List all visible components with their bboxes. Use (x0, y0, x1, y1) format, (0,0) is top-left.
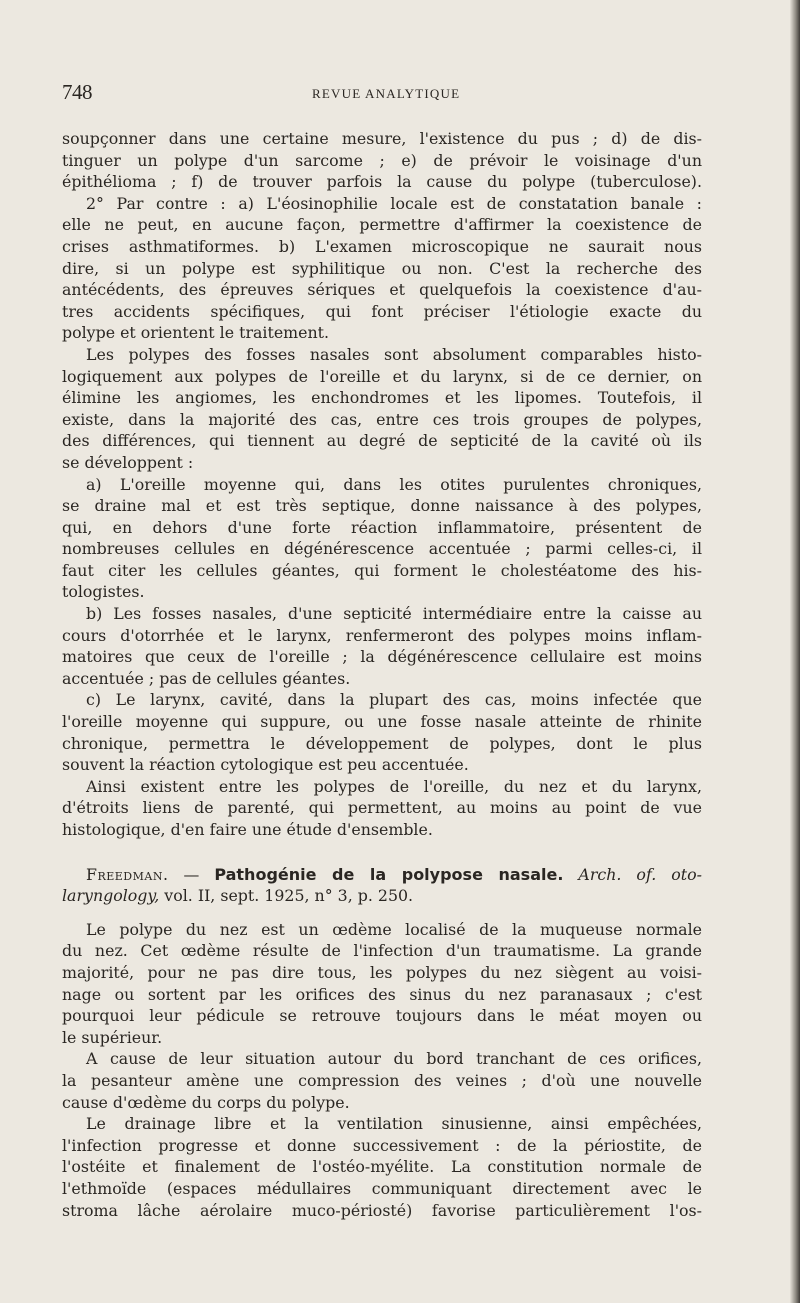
text-line: l'infection progresse et donne successivement : de la périostite, de (62, 1135, 702, 1155)
text-line: du nez. Cet œdème résulte de l'infection d'un traumatisme. La grande (62, 941, 702, 961)
text-line: 2° Par contre : a) L'éosinophilie locale est de constatation banale : (86, 193, 702, 213)
text-line: crises asthmatiformes. b) L'examen microscopique ne saurait nous (62, 236, 702, 256)
text-line: nage ou sortent par les orifices des sinus du nez paranasaux ; c'est (62, 984, 702, 1004)
article-citation: vol. II, sept. 1925, n° 3, p. 250. (164, 886, 414, 906)
text-line: elle ne peut, en aucune façon, permettre d'affirmer la coexistence de (62, 215, 702, 235)
text-line: Les polypes des fosses nasales sont absolument comparables histo- (86, 344, 702, 364)
text-line: faut citer les cellules géantes, qui forment le cholestéatome des his- (62, 560, 702, 580)
text-line: soupçonner dans une certaine mesure, l'existence du pus ; d) de dis- (62, 129, 702, 148)
text-line: élimine les angiomes, les enchondromes et les lipomes. Toutefois, il (62, 388, 702, 408)
page-number: 748 (62, 80, 92, 104)
text-line: histologique, d'en faire une étude d'ensemble. (62, 820, 433, 839)
text-line: pourquoi leur pédicule se retrouve toujours dans le méat moyen ou (62, 1006, 702, 1026)
page-header (62, 80, 702, 110)
article-header (62, 864, 702, 907)
text-line: l'ostéite et finalement de l'ostéo-myélite. La constitution normale de (62, 1157, 702, 1177)
section-gap (62, 907, 702, 919)
text-line: des différences, qui tiennent au degré de septicité de la cavité où ils (62, 431, 702, 451)
text-line: majorité, pour ne pas dire tous, les polypes du nez siègent au voisi- (62, 962, 702, 982)
section-gap (62, 841, 702, 864)
text-line: cause d'œdème du corps du polype. (62, 1092, 350, 1112)
text-line: d'étroits liens de parenté, qui permettent, au moins au point de vue (62, 798, 702, 818)
text-line: matoires que ceux de l'oreille ; la dégénérescence cellulaire est moins (62, 647, 702, 667)
text-line: souvent la réaction cytologique est peu accentuée. (62, 755, 469, 775)
journal-name-continued: laryngology, (62, 886, 160, 906)
article-author: Freedman. (86, 864, 169, 884)
section-1 (62, 128, 702, 841)
text-line: c) Le larynx, cavité, dans la plupart des cas, moins infectée que (86, 690, 702, 710)
text-line: tres accidents spécifiques, qui font préciser l'étiologie exacte du (62, 301, 702, 321)
title-dash: — (183, 864, 200, 884)
text-line: tologistes. (62, 582, 145, 602)
text-line: logiquement aux polypes de l'oreille et du larynx, si de ce dernier, on (62, 366, 702, 386)
text-line: cours d'otorrhée et le larynx, renfermeront des polypes moins inflam- (62, 625, 702, 645)
text-line: b) Les fosses nasales, d'une septicité intermédiaire entre la caisse au (86, 604, 702, 624)
text-line: la pesanteur amène une compression des veines ; d'où une nouvelle (62, 1070, 702, 1090)
page-edge-shadow (790, 0, 800, 1303)
section-2 (62, 919, 702, 1221)
text-line: se draine mal et est très septique, donne naissance à des polypes, (62, 496, 702, 516)
text-line: stroma lâche aérolaire muco-périosté) favorise particulièrement l'os- (62, 1200, 702, 1220)
text-line: polype et orientent le traitement. (62, 323, 330, 343)
text-line: chronique, permettra le développement de polypes, dont le plus (62, 733, 702, 753)
text-line: épithélioma ; f) de trouver parfois la cause du polype (tuberculose). (62, 172, 702, 192)
text-line: antécédents, des épreuves sériques et quelquefois la coexistence d'au- (62, 280, 702, 300)
text-line: se développent : (62, 452, 194, 472)
text-line: existe, dans la majorité des cas, entre ces trois groupes de polypes, (62, 409, 702, 429)
text-line: Le polype du nez est un œdème localisé de la muqueuse normale (86, 919, 702, 939)
text-line: accentuée ; pas de cellules géantes. (62, 668, 351, 688)
text-line: nombreuses cellules en dégénérescence accentuée ; parmi celles-ci, il (62, 539, 702, 559)
running-title: REVUE ANALYTIQUE (312, 86, 461, 101)
text-line: tinguer un polype d'un sarcome ; e) de prévoir le voisinage d'un (62, 150, 702, 170)
text-line: l'oreille moyenne qui suppure, ou une fosse nasale atteinte de rhinite (62, 712, 702, 732)
text-line: a) L'oreille moyenne qui, dans les otites purulentes chroniques, (86, 474, 702, 494)
text-line: le supérieur. (62, 1027, 163, 1047)
journal-name: Arch. of. oto- (578, 864, 702, 884)
text-line: l'ethmoïde (espaces médullaires communiquant directement avec le (62, 1178, 702, 1198)
text-line: A cause de leur situation autour du bord tranchant de ces orifices, (86, 1049, 702, 1069)
article-citation-line (62, 885, 702, 907)
article-title: Pathogénie de la polypose nasale. (214, 864, 564, 884)
text-line: Le drainage libre et la ventilation sinusienne, ainsi empêchées, (86, 1114, 702, 1134)
text-line: Ainsi existent entre les polypes de l'oreille, du nez et du larynx, (86, 776, 702, 796)
page-body (62, 128, 702, 1221)
text-line: qui, en dehors d'une forte réaction inflammatoire, présentent de (62, 517, 702, 537)
article-title-line (62, 864, 702, 886)
text-line: dire, si un polype est syphilitique ou non. C'est la recherche des (62, 258, 702, 278)
